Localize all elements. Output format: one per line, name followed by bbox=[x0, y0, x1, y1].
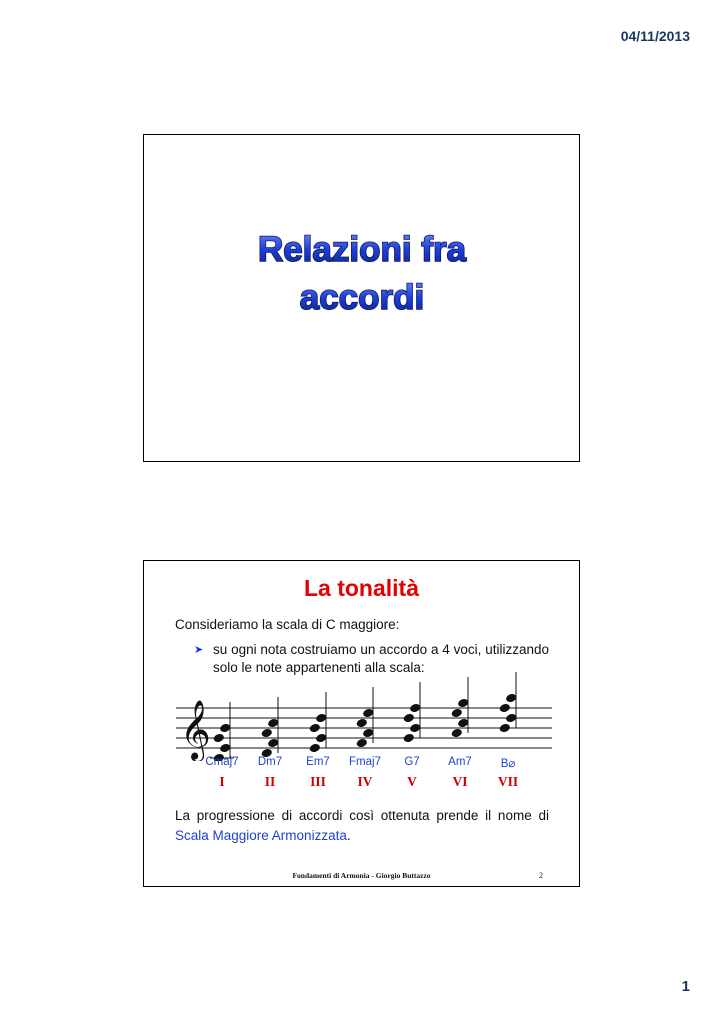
outro-suffix: . bbox=[346, 828, 351, 843]
note-head bbox=[356, 718, 368, 729]
bullet-text: su ogni nota costruiamo un accordo a 4 voci, utilizzando solo le note appartenenti alla scala: bbox=[213, 642, 549, 675]
note-head bbox=[261, 728, 273, 739]
header-date: 04/11/2013 bbox=[620, 28, 690, 44]
note-head bbox=[451, 708, 463, 719]
chord-name: G7 bbox=[404, 756, 420, 768]
chord-name: Dm7 bbox=[257, 756, 283, 768]
outro-text bbox=[175, 806, 549, 846]
roman-numeral: III bbox=[310, 774, 326, 789]
slide-1-title-line-1: Relazioni fra bbox=[257, 230, 467, 269]
roman-numeral: VII bbox=[497, 774, 519, 789]
slide-2 bbox=[143, 560, 580, 887]
music-staff bbox=[144, 561, 581, 761]
outro-prefix: La progressione di accordi così ottenuta prende il nome di bbox=[175, 808, 549, 823]
chord-name: Am7 bbox=[448, 756, 472, 768]
slide-1 bbox=[143, 134, 580, 462]
chord-5 bbox=[403, 682, 422, 743]
note-head bbox=[356, 738, 368, 749]
roman-numeral: VI bbox=[452, 774, 468, 789]
chord-name: B⌀ bbox=[500, 758, 516, 770]
note-head bbox=[309, 743, 321, 754]
treble-clef-icon: 𝄞 bbox=[180, 700, 211, 760]
note-head bbox=[403, 733, 415, 744]
chord-3 bbox=[309, 692, 328, 753]
note-head bbox=[499, 723, 511, 734]
roman-numeral: II bbox=[264, 774, 276, 789]
arrowhead-bullet-icon: ➤ bbox=[194, 644, 204, 656]
slide-2-title: La tonalità bbox=[303, 575, 419, 601]
slide-number: 2 bbox=[539, 871, 543, 880]
note-head bbox=[213, 733, 225, 744]
slide-1-title bbox=[144, 225, 579, 325]
note-head bbox=[309, 723, 321, 734]
chord-7 bbox=[499, 672, 518, 733]
note-head bbox=[451, 728, 463, 739]
slide-1-title-line-2: accordi bbox=[299, 278, 425, 317]
chord-name: Fmaj7 bbox=[349, 756, 381, 768]
roman-numeral: IV bbox=[357, 774, 373, 789]
page-number: 1 bbox=[681, 978, 690, 995]
note-head bbox=[499, 703, 511, 714]
scala-armonizzata-text: Scala Maggiore Armonizzata bbox=[175, 828, 347, 843]
chord-name: Cmaj7 bbox=[205, 756, 239, 768]
slide-footer: Fondamenti di Armonia - Giorgio Buttazzo bbox=[292, 871, 431, 880]
chord-name: Em7 bbox=[306, 756, 330, 768]
roman-numeral: V bbox=[407, 774, 417, 789]
intro-text: Consideriamo la scala di C maggiore: bbox=[175, 617, 400, 632]
roman-numeral: I bbox=[219, 774, 225, 789]
note-head bbox=[403, 713, 415, 724]
chord-1 bbox=[210, 702, 234, 761]
